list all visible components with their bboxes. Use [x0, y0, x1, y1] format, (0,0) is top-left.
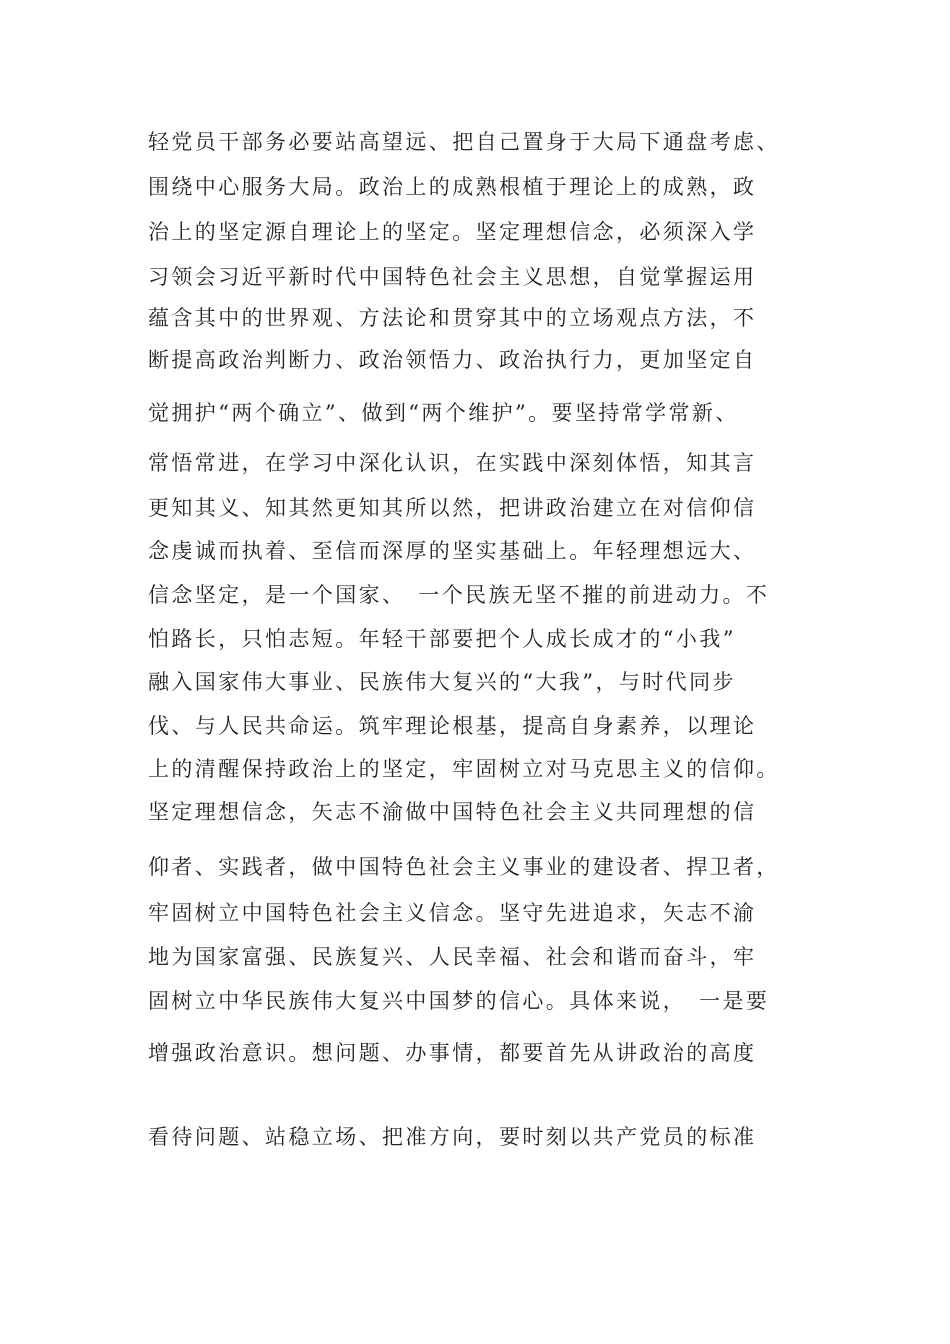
- text-line: 轻党员干部务必要站高望远、把自己置身于大局下通盘考虑、: [148, 130, 780, 154]
- text-line: 信念坚定，是一个国家、 一个民族无坚不摧的前进动力。不: [148, 583, 770, 607]
- text-line: 觉拥护“两个确立”、做到“两个维护”。要坚持常学常新、: [148, 401, 739, 425]
- text-line: 地为国家富强、民族复兴、人民幸福、社会和谐而奋斗，牢: [148, 945, 757, 969]
- text-line: 习领会习近平新时代中国特色社会主义思想，自觉掌握运用: [148, 265, 757, 289]
- text-line: 牢固树立中国特色社会主义信念。坚守先进追求，矢志不渝: [148, 901, 757, 925]
- text-line: 仰者、实践者，做中国特色社会主义事业的建设者、捍卫者，: [148, 855, 780, 879]
- text-line: 治上的坚定源自理论上的坚定。坚定理想信念，必须深入学: [148, 220, 757, 244]
- text-line: 念虔诚而执着、至信而深厚的坚实基础上。年轻理想远大、: [148, 539, 757, 563]
- text-line: 围绕中心服务大局。政治上的成熟根植于理论上的成熟，政: [148, 175, 757, 199]
- text-line: 常悟常进，在学习中深化认识，在实践中深刻体悟，知其言: [148, 451, 757, 475]
- text-line: 怕路长，只怕志短。年轻干部要把个人成长成才的“小我”: [148, 627, 736, 651]
- text-line: 伐、与人民共命运。筑牢理论根基，提高自身素养，以理论: [148, 714, 757, 738]
- text-line: 断提高政治判断力、政治领悟力、政治执行力，更加坚定自: [148, 348, 757, 372]
- text-line: 蕴含其中的世界观、方法论和贯穿其中的立场观点方法，不: [148, 306, 757, 330]
- text-line: 更知其义、知其然更知其所以然，把讲政治建立在对信仰信: [148, 496, 757, 520]
- text-line: 固树立中华民族伟大复兴中国梦的信心。具体来说， 一是要: [148, 989, 770, 1013]
- text-line: 坚定理想信念，矢志不渝做中国特色社会主义共同理想的信: [148, 800, 757, 824]
- text-line: 融入国家伟大事业、民族伟大复兴的“大我”，与时代同步: [148, 670, 736, 694]
- text-line: 看待问题、站稳立场、把准方向，要时刻以共产党员的标准: [148, 1125, 757, 1149]
- text-line: 上的清醒保持政治上的坚定，牢固树立对马克思主义的信仰。: [148, 757, 780, 781]
- text-line: 增强政治意识。想问题、办事情，都要首先从讲政治的高度: [148, 1041, 757, 1065]
